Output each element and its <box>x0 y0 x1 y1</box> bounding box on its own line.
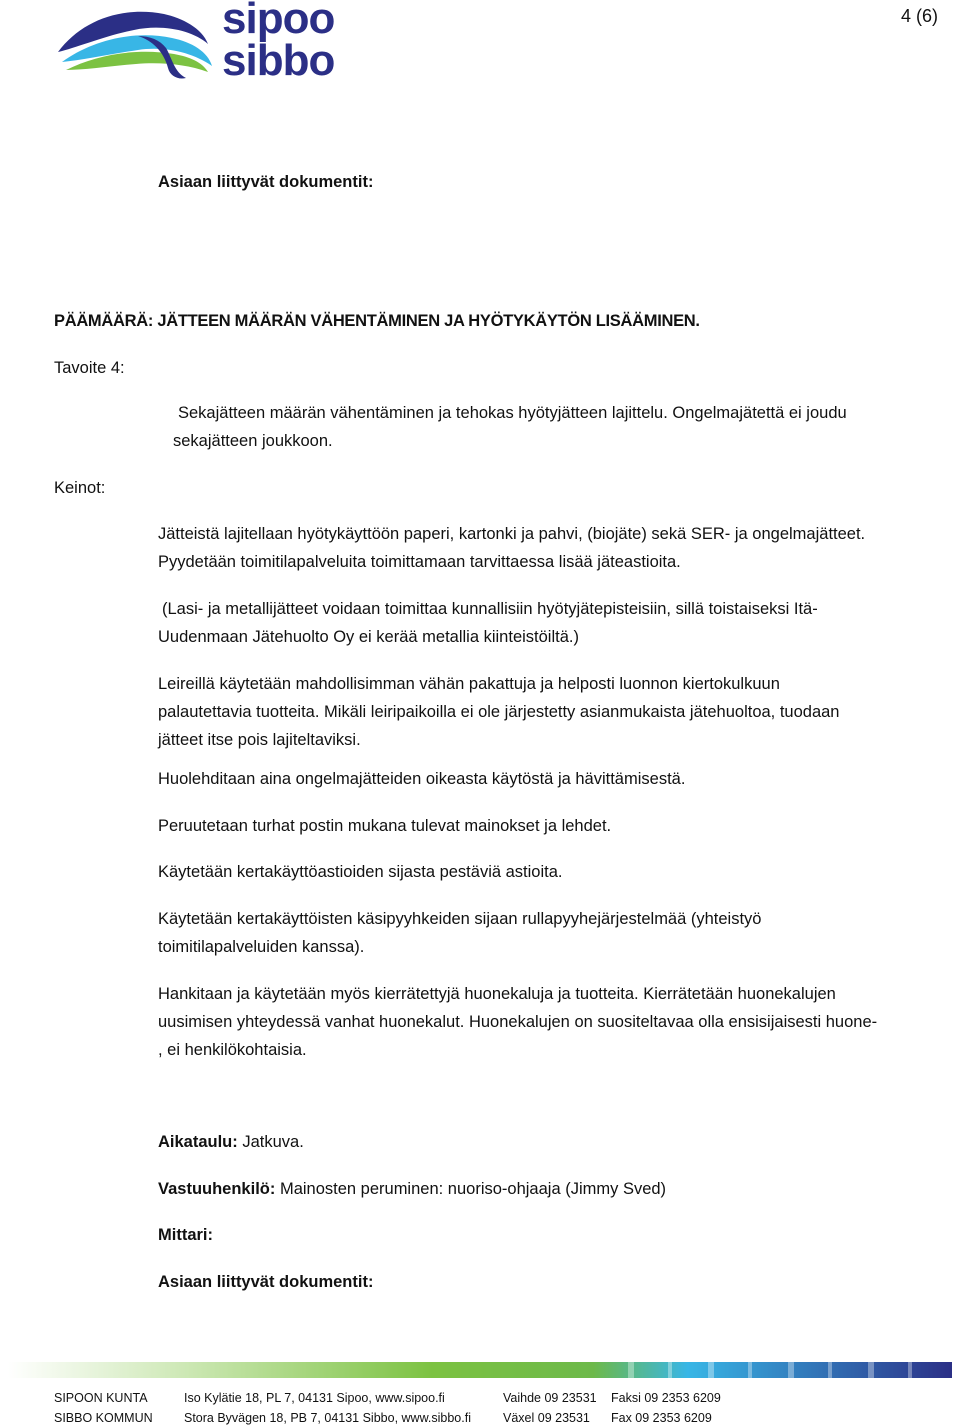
paragraph-line: Leireillä käytetään mahdollisimman vähän pakattuja ja helposti luonnon kiertokulkuun <box>158 675 780 693</box>
responsible-row <box>158 1175 666 1203</box>
responsible-value: Mainosten peruminen: nuoriso-ohjaaja (Jimmy Sved) <box>279 1180 667 1198</box>
footer-fax-fi: Faksi 09 2353 6209 <box>611 1391 721 1405</box>
paragraph-line: Hankitaan ja käytetään myös kierrätettyjä huonekaluja ja tuotteita. Kierrätetään huonekalujen <box>158 985 836 1003</box>
paragraph-line: Jätteistä lajitellaan hyötykäyttöön paperi, kartonki ja pahvi, (biojäte) sekä SER- ja ongelmajätteet. <box>158 525 866 543</box>
paragraph-line: Käytetään kertakäyttöisten käsipyyhkeiden sijaan rullapyyhejärjestelmää (yhteistyö <box>158 910 762 928</box>
footer-address-fi: Iso Kylätie 18, PL 7, 04131 Sipoo, www.sipoo.fi <box>184 1391 445 1405</box>
target-label: Tavoite 4: <box>54 359 125 377</box>
page-number: 4 (6) <box>900 6 938 26</box>
related-docs-heading: Asiaan liittyvät dokumentit: <box>158 173 374 191</box>
schedule-label: Aikataulu: <box>158 1133 238 1151</box>
related-docs-heading: Asiaan liittyvät dokumentit: <box>158 1273 374 1291</box>
target-text-line: Sekajätteen määrän vähentäminen ja tehokas hyötyjätteen lajittelu. Ongelmajätettä ei joudu <box>178 404 847 422</box>
schedule-row <box>158 1128 304 1156</box>
means-label: Keinot: <box>54 479 106 497</box>
paragraph-line: Käytetään kertakäyttöastioiden sijasta pestäviä astioita. <box>158 863 563 881</box>
paragraph-line: Pyydetään toimitilapalveluita toimittamaan tarvittaessa lisää jäteastioita. <box>158 553 681 571</box>
responsible-label: Vastuuhenkilö: <box>158 1180 276 1198</box>
footer-phone-fi: Vaihde 09 23531 <box>503 1391 597 1405</box>
footer-fax-sv: Fax 09 2353 6209 <box>611 1411 712 1425</box>
logo-text: sipoo sibbo <box>222 0 335 85</box>
paragraph-line: Peruutetaan turhat postin mukana tulevat mainokset ja lehdet. <box>158 817 612 835</box>
paragraph-line: toimitilapalveluiden kanssa). <box>158 938 365 956</box>
paragraph-line: uusimisen yhteydessä vanhat huonekalut. Huonekalujen on suositeltavaa olla ensisijaisesti huone- <box>158 1013 878 1031</box>
paragraph-line: (Lasi- ja metallijätteet voidaan toimittaa kunnallisiin hyötyjätepisteisiin, sillä toistaiseksi Itä- <box>162 600 818 618</box>
paragraph-line: , ei henkilökohtaisia. <box>158 1041 307 1059</box>
paragraph-line: Huolehditaan aina ongelmajätteiden oikeasta käytöstä ja hävittämisestä. <box>158 770 686 788</box>
paragraph-line: Uudenmaan Jätehuolto Oy ei kerää metallia kiinteistöiltä.) <box>158 628 579 646</box>
goal-heading: PÄÄMÄÄRÄ: JÄTTEEN MÄÄRÄN VÄHENTÄMINEN JA HYÖTYKÄYTÖN LISÄÄMINEN. <box>54 312 700 330</box>
footer-phone-sv: Växel 09 23531 <box>503 1411 590 1425</box>
footer-gradient-bar <box>8 1362 952 1378</box>
paragraph-line: palautettavia tuotteita. Mikäli leiripaikoilla ei ole järjestetty asianmukaista jätehuoltoa, tuodaan <box>158 703 840 721</box>
footer-address-sv: Stora Byvägen 18, PB 7, 04131 Sibbo, www.sibbo.fi <box>184 1411 471 1425</box>
target-text-line: sekajätteen joukkoon. <box>173 432 333 450</box>
footer-org-sv: SIBBO KOMMUN <box>54 1411 153 1425</box>
logo-swoosh-icon <box>52 0 222 82</box>
paragraph-line: jätteet itse pois lajiteltaviksi. <box>158 731 361 749</box>
footer-org-fi: SIPOON KUNTA <box>54 1391 148 1405</box>
schedule-value: Jatkuva. <box>242 1133 304 1151</box>
meter-label: Mittari: <box>158 1226 213 1244</box>
